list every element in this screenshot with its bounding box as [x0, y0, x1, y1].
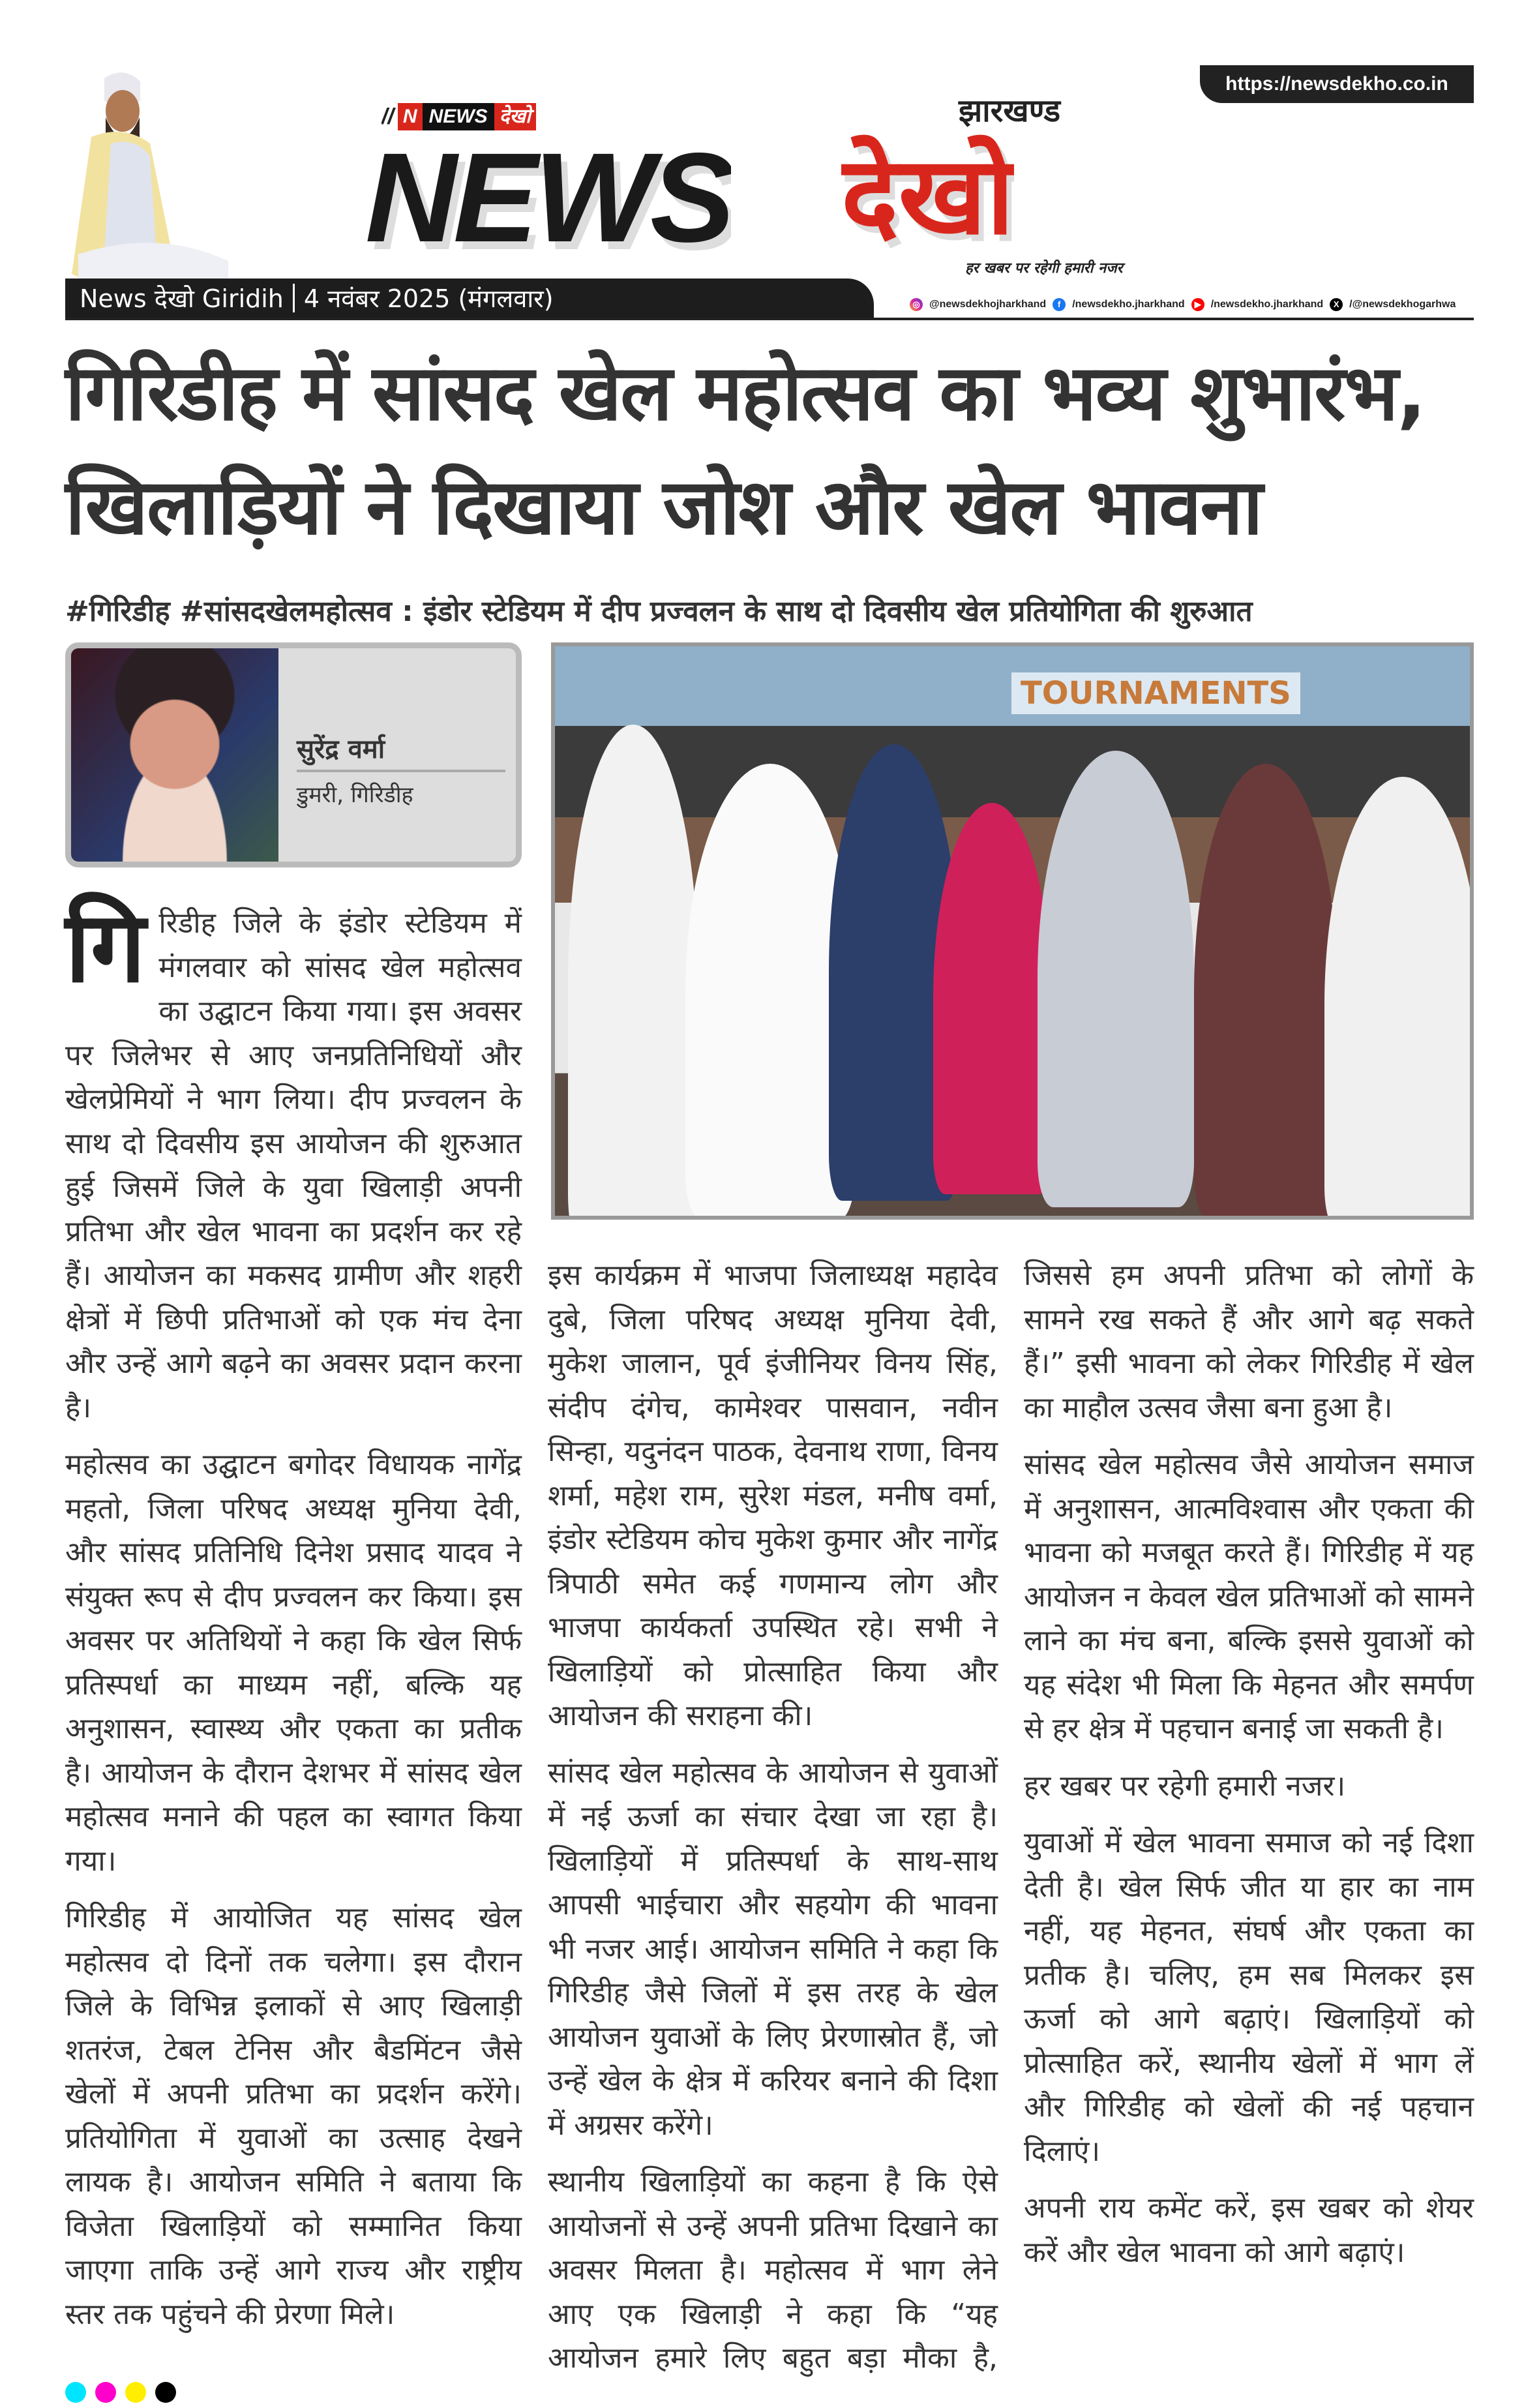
- logo-state: झारखण्ड: [959, 93, 1061, 129]
- author-photo: [71, 648, 278, 862]
- youtube-icon: ▶: [1191, 298, 1204, 311]
- author-box: [65, 642, 522, 867]
- paragraph: इस कार्यक्रम में भाजपा जिलाध्यक्ष महादेव दुबे, जिला परिषद अध्यक्ष मुनिया देवी, मुकेश जालान, पूर्व इंजीनियर विनय सिंह, संदीप दंगेच, कामेश्वर पासवान, नवीन सिन्हा, यदुनंदन पाठक, देवनाथ राणा, विनय शर्मा, महेश राम, सुरेश मंडल, मनीष वर्मा, इंडोर स्टेडियम कोच मुकेश कुमार और नागेंद्र त्रिपाठी समेत कई गणमान्य लोग और भाजपा कार्यकर्ता उपस्थित रहे। सभी ने खिलाड़ियों को प्रोत्साहित किया और आयोजन की सराहना की।: [548, 1259, 998, 1732]
- photo-banner-text: TOURNAMENTS: [1011, 672, 1300, 714]
- author-location: डुमरी, गिरिडीह: [297, 782, 413, 808]
- tagline: हर खबर पर रहेगी हमारी नजर: [965, 260, 1123, 277]
- x-icon: X: [1330, 298, 1343, 311]
- logo-n: N: [398, 103, 423, 130]
- magenta-dot: [95, 2382, 116, 2403]
- social-x[interactable]: /@newsdekhogarhwa: [1349, 299, 1456, 310]
- logo-dekho: देखो: [841, 134, 1015, 258]
- logo-bars: //: [381, 104, 394, 129]
- paragraph: महोत्सव का उद्घाटन बगोदर विधायक नागेंद्र महतो, जिला परिषद अध्यक्ष मुनिया देवी, और सांसद प्रतिनिधि दिनेश प्रसाद यादव ने संयुक्त रूप से दीप प्रज्वलन कर किया। इस अवसर पर अतिथियों ने कहा कि खेल सिर्फ प्रतिस्पर्धा का माध्यम नहीं, बल्कि यह अनुशासन, स्वास्थ्य और एकता का प्रतीक है। आयोजन के दौरान देशभर में सांसद खेल महोत्सव मनाने की पहल का स्वागत किया गया।: [65, 1448, 522, 1878]
- edition-date-bar: [65, 278, 874, 318]
- paragraph: सांसद खेल महोत्सव जैसे आयोजन समाज में अनुशासन, आत्मविश्वास और एकता की भावना को मजबूत करते हैं। गिरिडीह में यह आयोजन न केवल खेल प्रतिभाओं को सामने लाने का मंच बना, बल्कि इससे युवाओं को यह संदेश भी मिला कि मेहनत और समर्पण से हर क्षेत्र में पहचान बनाई जा सकती है।: [1024, 1448, 1474, 1745]
- website-url[interactable]: https://newsdekho.co.in: [1200, 65, 1474, 103]
- paragraph: अपनी राय कमेंट करें, इस खबर को शेयर करें और खेल भावना को आगे बढ़ाएं।: [1024, 2191, 1474, 2269]
- article-columns-2-3: [548, 1254, 1474, 2388]
- headline-line-2: खिलाड़ियों ने दिखाया जोश और खेल भावना: [65, 462, 1262, 552]
- facebook-icon: f: [1053, 298, 1066, 311]
- header-rule: [65, 318, 1474, 320]
- social-youtube[interactable]: /newsdekho.jharkhand: [1210, 299, 1324, 310]
- instagram-icon: ◎: [910, 298, 923, 311]
- paragraph: गिरिडीह जिले के इंडोर स्टेडियम में मंगलवार को सांसद खेल महोत्सव का उद्घाटन किया गया। इस अवसर पर जिलेभर से आए जनप्रतिनिधियों और खेलप्रेमियों ने भाग लिया। दीप प्रज्वलन के साथ दो दिवसीय इस आयोजन की शुरुआत हुई जिसमें जिले के युवा खिलाड़ी अपनी प्रतिभा और खेल भावना का प्रदर्शन कर रहे हैं। आयोजन का मकसद ग्रामीण और शहरी क्षेत्रों में छिपी प्रतिभाओं को एक मंच देना और उन्हें आगे बढ़ने का अवसर प्रदान करना है।: [65, 891, 522, 1424]
- social-instagram[interactable]: @newsdekhojharkhand: [929, 299, 1047, 310]
- mini-logo: [381, 103, 536, 130]
- edition-date: 4 नवंबर 2025 (मंगलवार): [303, 284, 554, 313]
- separator: [293, 284, 295, 312]
- drop-cap: गि: [65, 891, 146, 1004]
- paragraph: स्थानीय खिलाड़ियों का कहना है कि ऐसे आयोजनों से उन्हें अपनी प्रतिभा दिखाने का अवसर मिलता है। महोत्सव में भाग लेने आए एक खिलाड़ी ने कहा कि “यह आयोजन हमारे लिए बहुत बड़ा मौका है, जिससे हम अपनी प्रतिभा को लोगों के सामने रख सकते हैं और आगे बढ़ सकते हैं।” इसी भावना को लेकर गिरिडीह में खेल का माहौल उत्सव जैसा बना हुआ है।: [548, 1259, 1474, 2375]
- cyan-dot: [65, 2382, 86, 2403]
- headline: [65, 336, 1480, 564]
- paragraph: सांसद खेल महोत्सव के आयोजन से युवाओं में नई ऊर्जा का संचार देखा जा रहा है। खिलाड़ियों में प्रतिस्पर्धा के साथ-साथ आपसी भाईचारा और सहयोग की भावना भी नजर आई। आयोजन समिति ने कहा कि गिरिडीह जैसे जिलों में इस तरह के खेल आयोजन युवाओं के लिए प्रेरणास्रोत हैं, जो उन्हें खेल के क्षेत्र में करियर बनाने की दिशा में अग्रसर करेंगे।: [548, 1756, 998, 2142]
- author-name: सुरेंद्र वर्मा: [297, 730, 505, 772]
- social-facebook[interactable]: /newsdekho.jharkhand: [1072, 299, 1185, 310]
- black-dot: [155, 2382, 176, 2403]
- event-photo: [551, 642, 1474, 1220]
- edition-name: News देखो Giridih: [80, 284, 284, 313]
- article-column-1: [65, 891, 522, 2349]
- author-info: [278, 648, 516, 862]
- yellow-dot: [125, 2382, 146, 2403]
- logo-dekho-small: देखो: [494, 103, 536, 130]
- logo-news-small: NEWS: [423, 103, 494, 130]
- paragraph: गिरिडीह में आयोजित यह सांसद खेल महोत्सव दो दिनों तक चलेगा। इस दौरान जिले के विभिन्न इलाकों से आए खिलाड़ी शतरंज, टेबल टेनिस और बैडमिंटन जैसे खेलों में अपनी प्रतिभा का प्रदर्शन करेंगे। प्रतियोगिता में युवाओं का उत्साह देखने लायक है। आयोजन समिति ने बताया कि विजेता खिलाड़ियों को सम्मानित किया जाएगा ताकि उन्हें आगे राज्य और राष्ट्रीय स्तर तक पहुंचने की प्रेरणा मिले।: [65, 1901, 522, 2331]
- paragraph: हर खबर पर रहेगी हमारी नजर।: [1024, 1769, 1346, 1803]
- paragraph: युवाओं में खेल भावना समाज को नई दिशा देती है। खेल सिर्फ जीत या हार का नाम नहीं, यह मेहनत, संघर्ष और एकता का प्रतीक है। चलिए, हम सब मिलकर इस ऊर्जा को आगे बढ़ाएं। खिलाड़ियों को प्रोत्साहित करें, स्थानीय खेलों में भाग लें और गिरिडीह को खेलों की नई पहचान दिलाएं।: [1024, 1826, 1474, 2168]
- headline-line-1: गिरिडीह में सांसद खेल महोत्सव का भव्य शुभारंभ,: [65, 348, 1426, 438]
- saint-illustration: [65, 65, 241, 313]
- social-links: [910, 295, 1474, 314]
- cmyk-print-marks: [65, 2382, 176, 2403]
- subheadline: #गिरिडीह #सांसदखेलमहोत्सव : इंडोर स्टेडियम में दीप प्रज्वलन के साथ दो दिवसीय खेल प्रतियोगिता की शुरुआत: [65, 595, 1253, 628]
- logo-news: NEWS: [365, 136, 731, 260]
